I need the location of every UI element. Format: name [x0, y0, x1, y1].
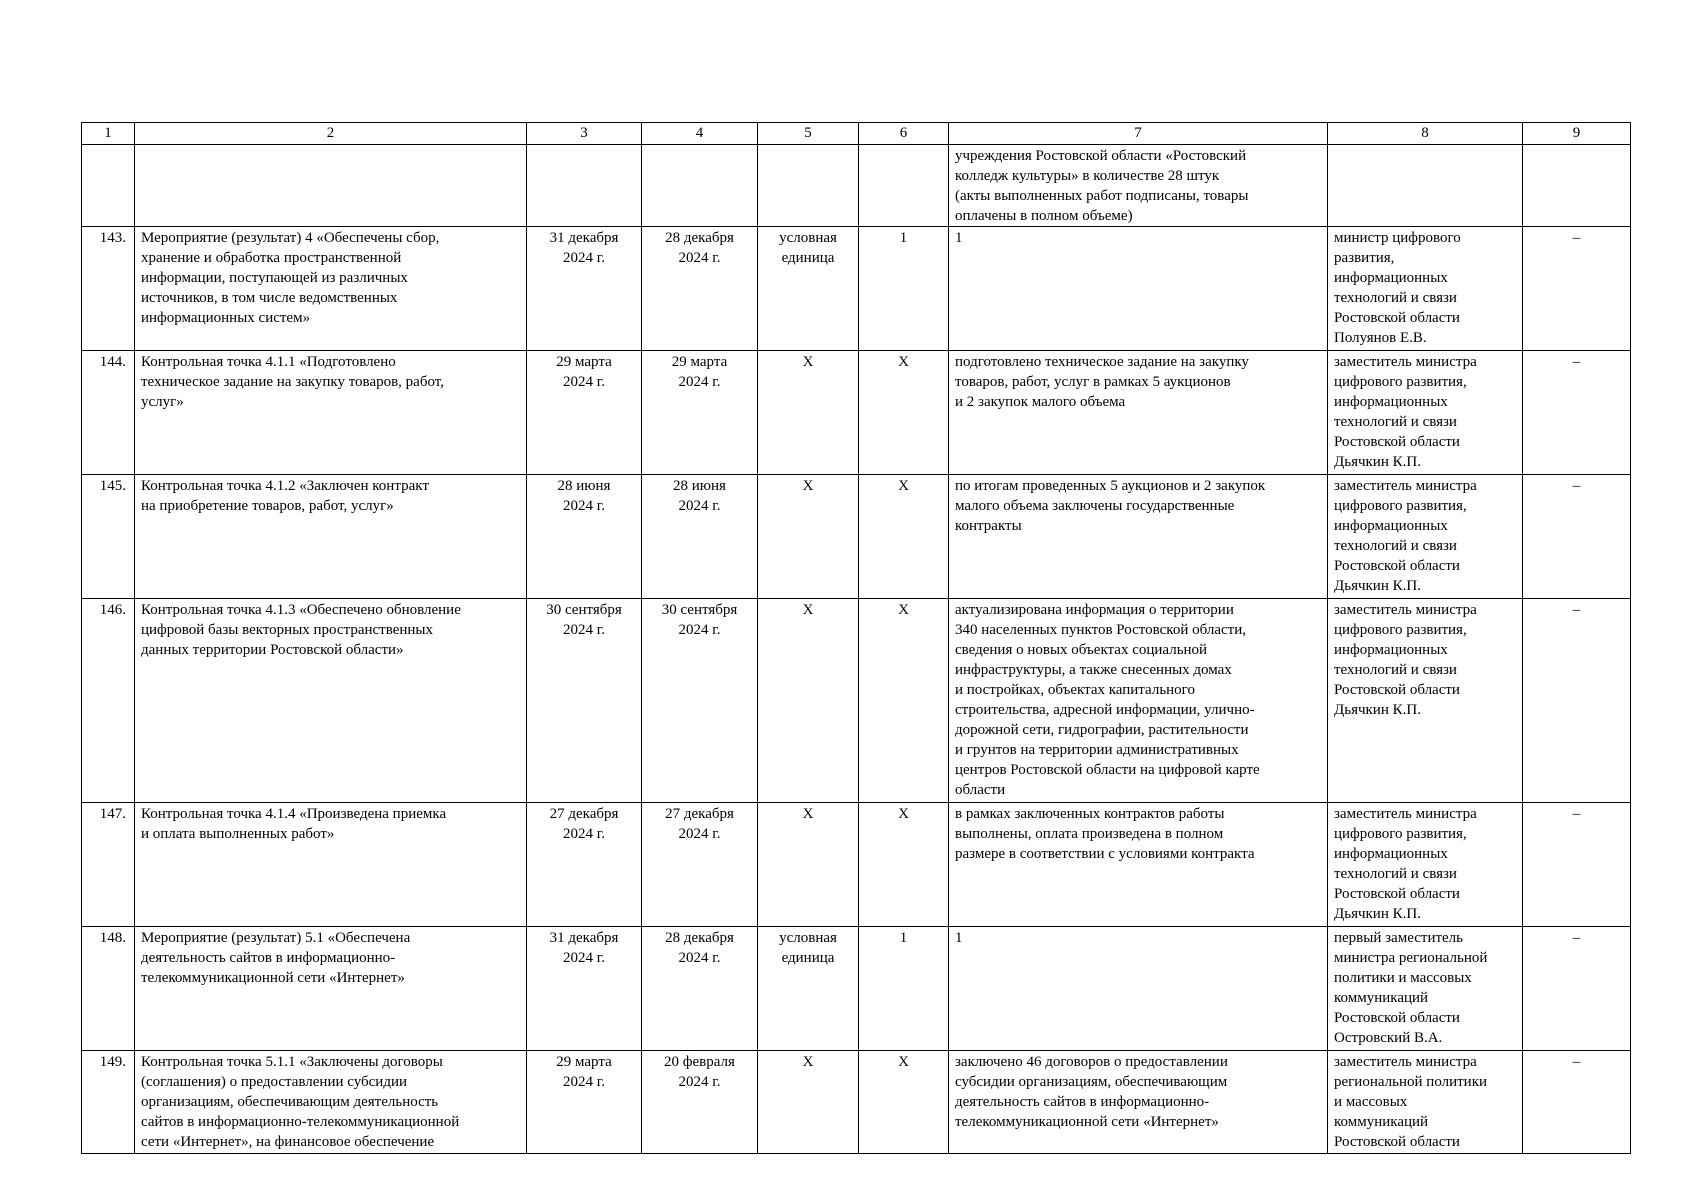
result-description-text: по итогам проведенных 5 аукционов и 2 закупок малого объема заключены государственные контракты — [955, 478, 1266, 534]
header-col-4: 4 — [642, 123, 758, 145]
plan-date-text: 31 декабря 2024 г. — [549, 230, 619, 266]
cell-plan-value — [859, 803, 949, 927]
actual-date-text: 28 июня 2024 г. — [673, 478, 726, 514]
plan-value-text: Х — [898, 478, 909, 494]
cell-responsible-person — [1328, 145, 1523, 227]
event-name-text: Контрольная точка 4.1.2 «Заключен контракт на приобретение товаров, работ, услуг» — [141, 478, 429, 514]
cell-note — [1523, 475, 1631, 599]
header-col-9: 9 — [1523, 123, 1631, 145]
cell-note — [1523, 803, 1631, 927]
cell-note — [1523, 227, 1631, 351]
plan-date-text: 30 сентября 2024 г. — [546, 602, 622, 638]
responsible-person-text: заместитель министра региональной политики и массовых коммуникаций Ростовской области — [1334, 1054, 1488, 1150]
note-text: – — [1572, 230, 1581, 246]
cell-unit-of-measure — [758, 351, 859, 475]
row-number-text: 145. — [99, 478, 126, 494]
header-col-6: 6 — [859, 123, 949, 145]
result-description-text: в рамках заключенных контрактов работы выполнены, оплата произведена в полном размере в соответствии с условиями контракта — [955, 806, 1255, 862]
cell-plan-value — [859, 1051, 949, 1154]
unit-of-measure-text: Х — [802, 478, 814, 494]
cell-row-number — [82, 227, 135, 351]
plan-value-text: Х — [898, 1054, 909, 1070]
responsible-person-text: министр цифрового развития, информационных технологий и связи Ростовской области Полуянов Е.В. — [1334, 230, 1461, 346]
table-row — [82, 599, 1631, 803]
cell-event-name — [135, 599, 527, 803]
table-row — [82, 927, 1631, 1051]
cell-event-name — [135, 145, 527, 227]
cell-plan-value — [859, 599, 949, 803]
cell-unit-of-measure — [758, 1051, 859, 1154]
cell-event-name — [135, 803, 527, 927]
cell-plan-value — [859, 227, 949, 351]
note-text: – — [1572, 478, 1581, 494]
header-col-2: 2 — [135, 123, 527, 145]
plan-value-text: Х — [898, 354, 909, 370]
actual-date-text: 29 марта 2024 г. — [671, 354, 728, 390]
cell-responsible-person — [1328, 927, 1523, 1051]
cell-actual-date — [642, 145, 758, 227]
cell-result-description — [949, 475, 1328, 599]
cell-row-number — [82, 351, 135, 475]
cell-unit-of-measure — [758, 927, 859, 1051]
cell-row-number — [82, 475, 135, 599]
cell-row-number — [82, 927, 135, 1051]
cell-event-name — [135, 927, 527, 1051]
cell-actual-date — [642, 227, 758, 351]
event-name-text: Контрольная точка 4.1.4 «Произведена приемка и оплата выполненных работ» — [141, 806, 447, 842]
cell-actual-date — [642, 803, 758, 927]
table-row — [82, 351, 1631, 475]
table-row — [82, 227, 1631, 351]
cell-result-description — [949, 227, 1328, 351]
plan-value-text: Х — [898, 602, 909, 618]
cell-plan-date — [527, 927, 642, 1051]
table-row — [82, 145, 1631, 227]
cell-responsible-person — [1328, 1051, 1523, 1154]
responsible-person-text: заместитель министра цифрового развития, информационных технологий и связи Ростовской области Дьячкин К.П. — [1334, 478, 1477, 594]
cell-plan-value — [859, 351, 949, 475]
cell-actual-date — [642, 475, 758, 599]
plan-value-text: Х — [898, 806, 909, 822]
cell-unit-of-measure — [758, 475, 859, 599]
cell-responsible-person — [1328, 351, 1523, 475]
cell-note — [1523, 599, 1631, 803]
plan-value-text: 1 — [899, 930, 908, 946]
unit-of-measure-text: условная единица — [779, 930, 837, 966]
responsible-person-text: первый заместитель министра региональной политики и массовых коммуникаций Ростовской области Островский В.А. — [1334, 930, 1488, 1046]
cell-row-number — [82, 599, 135, 803]
event-name-text: Контрольная точка 5.1.1 «Заключены договоры (соглашения) о предоставлении субсидии организациям, обеспечивающим деятельность сайтов в информационно-телекоммуникационной сети «Интернет», на финансовое обеспечение — [141, 1054, 460, 1150]
plan-date-text: 29 марта 2024 г. — [556, 354, 612, 390]
event-name-text: Мероприятие (результат) 4 «Обеспечены сбор, хранение и обработка пространственной информации, поступающей из различных источников, в том числе ведомственных информационных систем» — [141, 230, 440, 326]
actual-date-text: 28 декабря 2024 г. — [665, 230, 734, 266]
responsible-person-text: заместитель министра цифрового развития, информационных технологий и связи Ростовской области Дьячкин К.П. — [1334, 602, 1477, 718]
cell-note — [1523, 927, 1631, 1051]
cell-actual-date — [642, 927, 758, 1051]
row-number-text: 148. — [99, 930, 126, 946]
unit-of-measure-text: Х — [802, 806, 814, 822]
event-name-text: Мероприятие (результат) 5.1 «Обеспечена деятельность сайтов в информационно- телекоммуникационной сети «Интернет» — [141, 930, 411, 986]
cell-unit-of-measure — [758, 227, 859, 351]
table-body — [82, 145, 1631, 1154]
unit-of-measure-text: Х — [802, 602, 814, 618]
row-number-text: 147. — [99, 806, 126, 822]
plan-date-text: 27 декабря 2024 г. — [549, 806, 619, 842]
responsible-person-text: заместитель министра цифрового развития, информационных технологий и связи Ростовской области Дьячкин К.П. — [1334, 354, 1477, 470]
cell-event-name — [135, 1051, 527, 1154]
cell-plan-value — [859, 927, 949, 1051]
cell-row-number — [82, 145, 135, 227]
cell-note — [1523, 351, 1631, 475]
cell-event-name — [135, 227, 527, 351]
unit-of-measure-text: Х — [802, 354, 814, 370]
event-name-text: Контрольная точка 4.1.1 «Подготовлено техническое задание на закупку товаров, работ, услуг» — [141, 354, 444, 410]
note-text: – — [1572, 354, 1581, 370]
plan-value-text: 1 — [899, 230, 908, 246]
header-col-7: 7 — [949, 123, 1328, 145]
header-col-1: 1 — [82, 123, 135, 145]
cell-plan-date — [527, 351, 642, 475]
cell-actual-date — [642, 599, 758, 803]
row-number-text: 146. — [99, 602, 126, 618]
cell-responsible-person — [1328, 803, 1523, 927]
note-text: – — [1572, 602, 1581, 618]
cell-plan-date — [527, 227, 642, 351]
plan-date-text: 28 июня 2024 г. — [557, 478, 611, 514]
result-description-text: актуализирована информация о территории 340 населенных пунктов Ростовской области, сведения о новых объектах социальной инфраструктуры, а также снесенных домах и постройках, объектах капитального строительства, адресной информации, улично- дорожной сети, гидрографии, растительности и грунтов на территории административных центров Ростовской области на цифровой карте области — [955, 602, 1260, 798]
cell-plan-date — [527, 599, 642, 803]
cell-note — [1523, 1051, 1631, 1154]
result-description-text: учреждения Ростовской области «Ростовский колледж культуры» в количестве 28 штук (акты выполненных работ подписаны, товары оплачены в полном объеме) — [955, 148, 1249, 224]
cell-event-name — [135, 475, 527, 599]
note-text: – — [1572, 806, 1581, 822]
cell-responsible-person — [1328, 599, 1523, 803]
actual-date-text: 27 декабря 2024 г. — [665, 806, 734, 842]
row-number-text: 149. — [99, 1054, 126, 1070]
cell-responsible-person — [1328, 475, 1523, 599]
responsible-person-text: заместитель министра цифрового развития, информационных технологий и связи Ростовской области Дьячкин К.П. — [1334, 806, 1477, 922]
cell-plan-date — [527, 1051, 642, 1154]
actual-date-text: 30 сентября 2024 г. — [661, 602, 738, 638]
cell-plan-value — [859, 475, 949, 599]
header-row — [82, 123, 1631, 145]
table-row — [82, 803, 1631, 927]
cell-note — [1523, 145, 1631, 227]
note-text: – — [1572, 930, 1581, 946]
note-text: – — [1572, 1054, 1581, 1070]
table-row — [82, 1051, 1631, 1154]
cell-result-description — [949, 145, 1328, 227]
event-name-text: Контрольная точка 4.1.3 «Обеспечено обновление цифровой базы векторных пространственных данных территории Ростовской области» — [141, 602, 461, 658]
cell-result-description — [949, 599, 1328, 803]
cell-result-description — [949, 927, 1328, 1051]
report-table — [81, 122, 1631, 1154]
cell-actual-date — [642, 351, 758, 475]
cell-unit-of-measure — [758, 803, 859, 927]
table-header — [82, 123, 1631, 145]
table-row — [82, 475, 1631, 599]
cell-result-description — [949, 351, 1328, 475]
cell-responsible-person — [1328, 227, 1523, 351]
unit-of-measure-text: условная единица — [779, 230, 837, 266]
plan-date-text: 31 декабря 2024 г. — [549, 930, 619, 966]
row-number-text: 143. — [99, 230, 126, 246]
header-col-3: 3 — [527, 123, 642, 145]
actual-date-text: 28 декабря 2024 г. — [665, 930, 734, 966]
cell-result-description — [949, 1051, 1328, 1154]
actual-date-text: 20 февраля 2024 г. — [664, 1054, 735, 1090]
cell-plan-date — [527, 145, 642, 227]
cell-unit-of-measure — [758, 599, 859, 803]
result-description-text: 1 — [955, 930, 963, 946]
row-number-text: 144. — [99, 354, 126, 370]
cell-row-number — [82, 1051, 135, 1154]
cell-plan-value — [859, 145, 949, 227]
cell-plan-date — [527, 475, 642, 599]
result-description-text: подготовлено техническое задание на закупку товаров, работ, услуг в рамках 5 аукционов и 2 закупок малого объема — [955, 354, 1249, 410]
cell-row-number — [82, 803, 135, 927]
cell-actual-date — [642, 1051, 758, 1154]
cell-result-description — [949, 803, 1328, 927]
header-col-8: 8 — [1328, 123, 1523, 145]
cell-event-name — [135, 351, 527, 475]
header-col-5: 5 — [758, 123, 859, 145]
result-description-text: заключено 46 договоров о предоставлении субсидии организациям, обеспечивающим деятельность сайтов в информационно- телекоммуникационной сети «Интернет» — [955, 1054, 1228, 1130]
cell-unit-of-measure — [758, 145, 859, 227]
unit-of-measure-text: Х — [802, 1054, 814, 1070]
plan-date-text: 29 марта 2024 г. — [556, 1054, 612, 1090]
result-description-text: 1 — [955, 230, 963, 246]
cell-plan-date — [527, 803, 642, 927]
